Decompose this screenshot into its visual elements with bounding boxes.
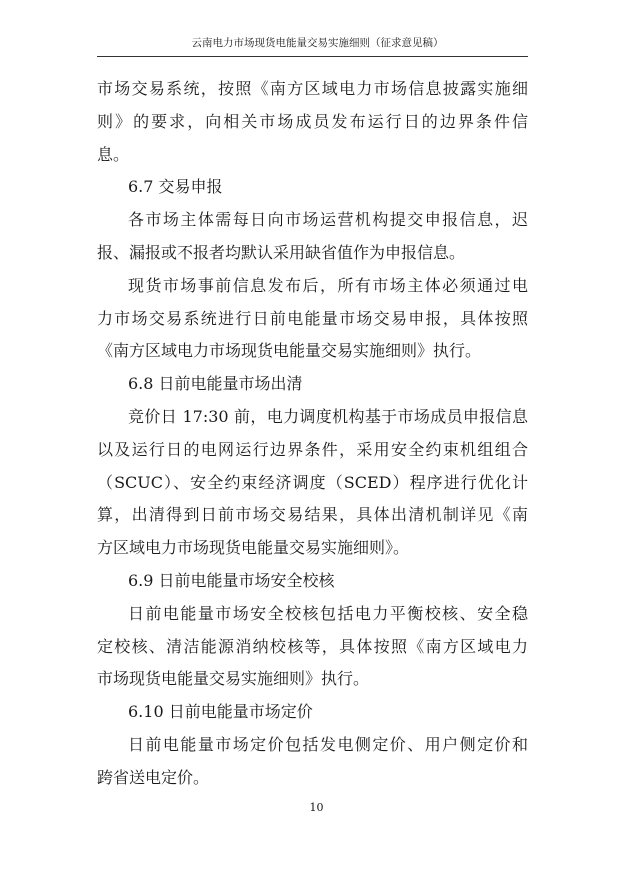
document-body xyxy=(97,73,528,795)
section-heading-text: 6.8 日前电能量市场出清 xyxy=(128,374,303,394)
paragraph xyxy=(97,73,528,171)
paragraph-line: 日前电能量市场定价包括发电侧定价、用户侧定价和 xyxy=(128,734,528,754)
paragraph-line: 各市场主体需每日向市场运营机构提交申报信息，迟 xyxy=(128,210,528,230)
paragraph-line: 跨省送电定价。 xyxy=(97,767,210,787)
paragraph-line: 方区域电力市场现货电能量交易实施细则》。 xyxy=(97,538,410,558)
section-heading-text: 6.10 日前电能量市场定价 xyxy=(128,702,313,722)
paragraph-line: 竞价日 17:30 前，电力调度机构基于市场成员申报信息 xyxy=(128,406,528,426)
paragraph-line: 以及运行日的电网运行边界条件，采用安全约束机组组合 xyxy=(97,439,528,459)
section-heading xyxy=(97,696,528,729)
paragraph xyxy=(97,729,528,795)
section-heading xyxy=(97,565,528,598)
paragraph-line: 报、漏报或不报者均默认采用缺省值作为申报信息。 xyxy=(97,242,466,262)
paragraph-line: 现货市场事前信息发布后，所有市场主体必须通过电 xyxy=(128,275,528,295)
paragraph-line: 息。 xyxy=(97,144,130,164)
paragraph xyxy=(97,204,528,270)
section-heading-text: 6.9 日前电能量市场安全校核 xyxy=(128,570,335,590)
section-heading xyxy=(97,171,528,204)
paragraph-line: 算，出清得到日前市场交易结果，具体出清机制详见《南 xyxy=(97,505,528,525)
section-heading-text: 6.7 交易申报 xyxy=(128,177,223,197)
paragraph-line: （SCUC）、安全约束经济调度（SCED）程序进行优化计 xyxy=(97,472,528,492)
paragraph xyxy=(97,270,528,368)
header-rule xyxy=(97,56,528,57)
paragraph-line: 力市场交易系统进行日前电能量市场交易申报，具体按照 xyxy=(97,308,528,328)
paragraph-line: 《南方区域电力市场现货电能量交易实施细则》执行。 xyxy=(97,341,482,361)
paragraph-line: 则》的要求，向相关市场成员发布运行日的边界条件信 xyxy=(97,111,528,131)
section-heading xyxy=(97,368,528,401)
paragraph-line: 市场现货电能量交易实施细则》执行。 xyxy=(97,669,370,689)
paragraph xyxy=(97,598,528,696)
paragraph-line: 定校核、清洁能源消纳校核等，具体按照《南方区域电力 xyxy=(97,636,528,656)
paragraph xyxy=(97,401,528,565)
running-header: 云南电力市场现货电能量交易实施细则（征求意见稿） xyxy=(191,37,444,49)
paragraph-line: 日前电能量市场安全校核包括电力平衡校核、安全稳 xyxy=(128,603,528,623)
page-number: 10 xyxy=(309,801,324,814)
paragraph-line: 市场交易系统，按照《南方区域电力市场信息披露实施细 xyxy=(97,79,528,98)
